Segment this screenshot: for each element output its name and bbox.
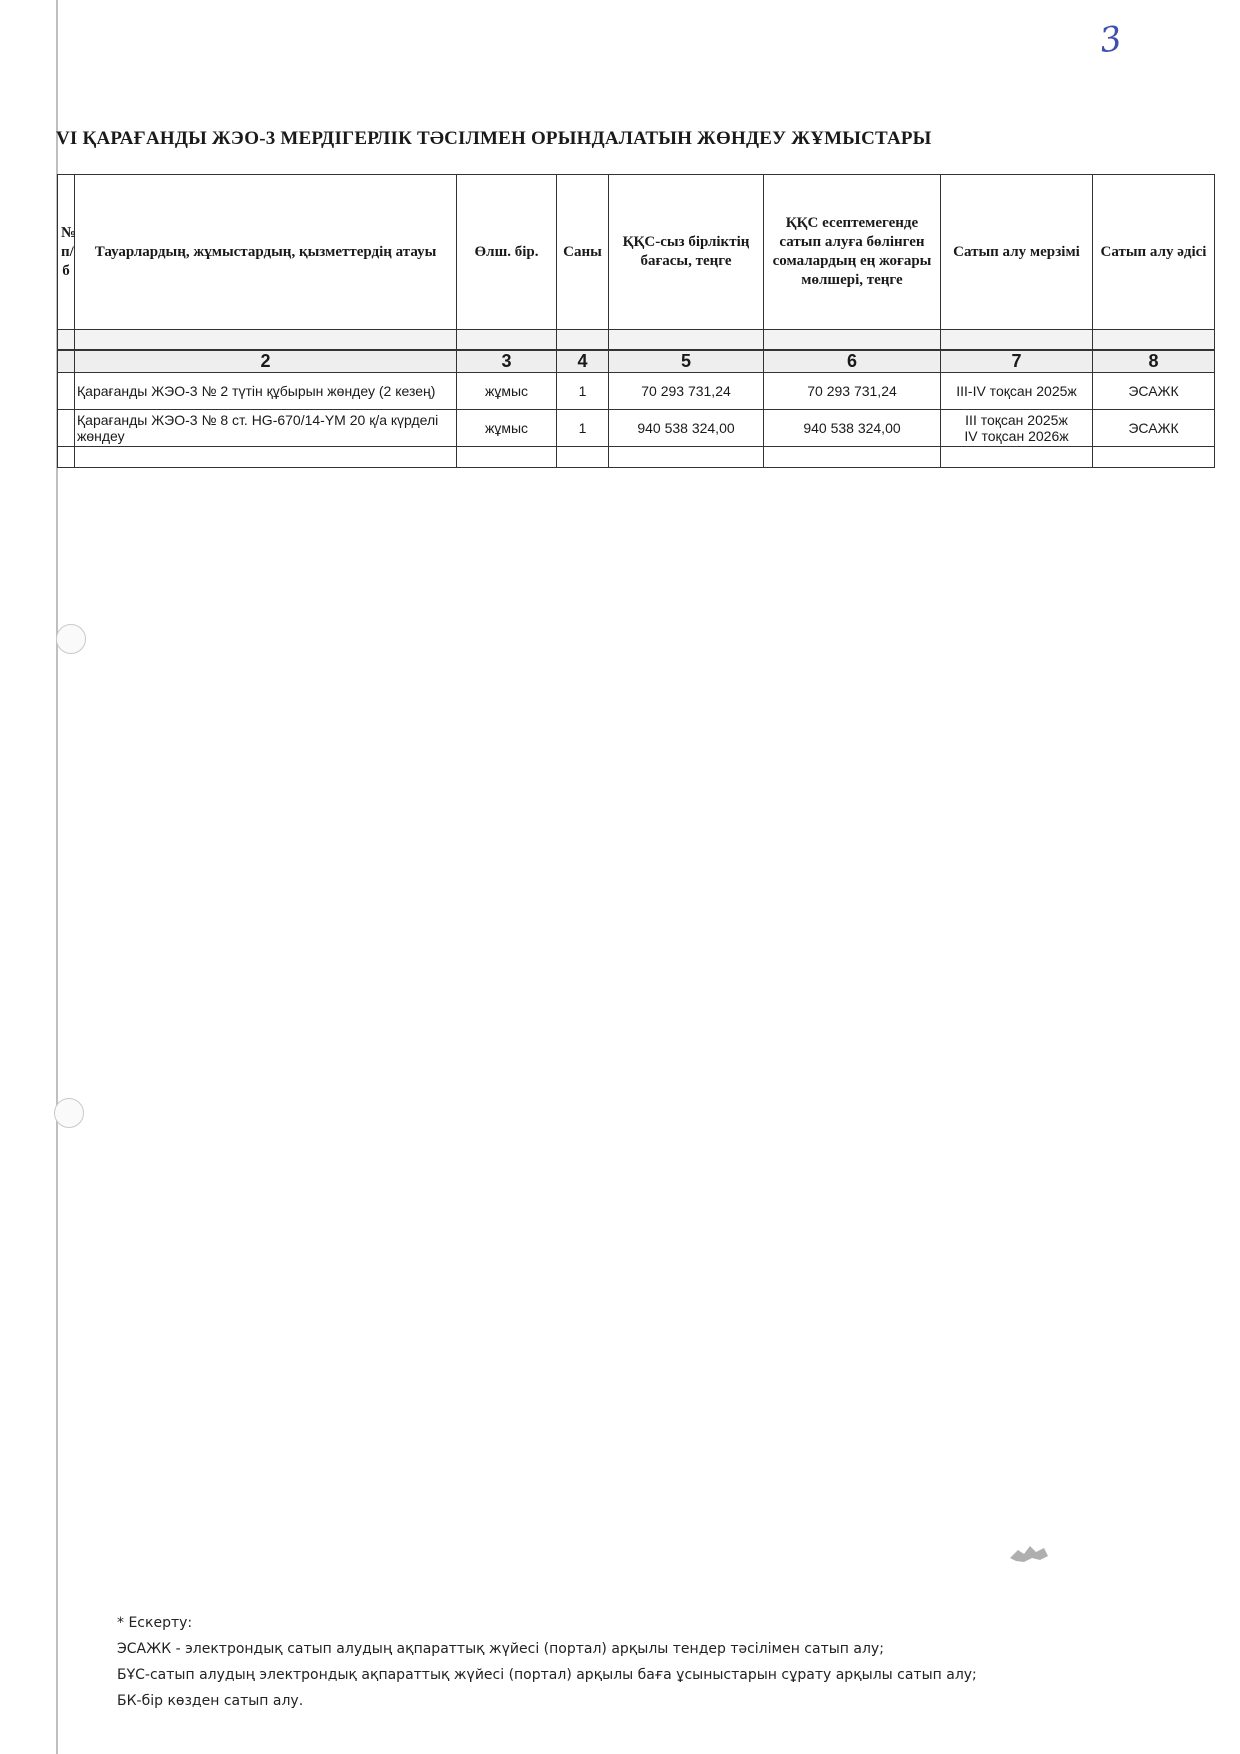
footnote-line: БҰС-сатып алудың электрондық ақпараттық жүйесі (портал) арқылы баға ұсыныстарын сұрату арқылы сатып алу;: [117, 1667, 977, 1683]
footnote-line: ЭСАЖК - электрондық сатып алудың ақпараттық жүйесі (портал) арқылы тендер тәсілімен сатып алу;: [117, 1641, 884, 1657]
row-max-amount: 940 538 324,00: [764, 410, 941, 447]
header-max-amount: ҚҚС есептемегенде сатып алуға бөлінген сомалардың ең жоғары мөлшері, теңге: [764, 175, 941, 330]
header-unit-price: ҚҚС-сыз бірліктің бағасы, теңге: [609, 175, 764, 330]
punch-hole: [54, 1098, 84, 1128]
punch-hole: [56, 624, 86, 654]
row-quantity: 1: [557, 410, 609, 447]
row-period: III тоқсан 2025ж IV тоқсан 2026ж: [941, 410, 1093, 447]
row-unit-price: 940 538 324,00: [609, 410, 764, 447]
header-number: № п/б: [58, 175, 75, 330]
row-quantity: 1: [557, 373, 609, 410]
column-number: [58, 350, 75, 373]
row-period: III-IV тоқсан 2025ж: [941, 373, 1093, 410]
footnote-heading: * Ескерту:: [117, 1615, 193, 1631]
spacer-row: [58, 330, 1215, 351]
row-name: Қарағанды ЖЭО-3 № 2 түтін құбырын жөндеу (2 кезең): [75, 373, 457, 410]
footnote: [117, 1610, 977, 1714]
column-number: 2: [75, 350, 457, 373]
column-number: 7: [941, 350, 1093, 373]
table-row: [58, 410, 1215, 447]
handwritten-page-number: 3: [1097, 18, 1125, 62]
column-number: 4: [557, 350, 609, 373]
row-method: ЭСАЖК: [1093, 373, 1215, 410]
header-method: Сатып алу әдісі: [1093, 175, 1215, 330]
row-unit-price: 70 293 731,24: [609, 373, 764, 410]
ink-smudge: [1006, 1540, 1052, 1566]
header-unit: Өлш. бір.: [457, 175, 557, 330]
header-name: Тауарлардың, жұмыстардың, қызметтердің атауы: [75, 175, 457, 330]
row-max-amount: 70 293 731,24: [764, 373, 941, 410]
column-numbers-row: [58, 350, 1215, 373]
row-number: [58, 410, 75, 447]
column-number: 5: [609, 350, 764, 373]
row-name: Қарағанды ЖЭО-3 № 8 ст. HG-670/14-YM 20 қ/а күрделі жөндеу: [75, 410, 457, 447]
column-number: 6: [764, 350, 941, 373]
empty-row: [58, 447, 1215, 468]
repair-works-table: [57, 174, 1215, 468]
row-method: ЭСАЖК: [1093, 410, 1215, 447]
row-unit: жұмыс: [457, 410, 557, 447]
header-period: Сатып алу мерзімі: [941, 175, 1093, 330]
footnote-line: БК-бір көзден сатып алу.: [117, 1693, 304, 1709]
row-unit: жұмыс: [457, 373, 557, 410]
table-header-row: [58, 175, 1215, 330]
header-quantity: Саны: [557, 175, 609, 330]
column-number: 8: [1093, 350, 1215, 373]
column-number: 3: [457, 350, 557, 373]
table-row: [58, 373, 1215, 410]
row-number: [58, 373, 75, 410]
section-title: VI ҚАРАҒАНДЫ ЖЭО-3 МЕРДІГЕРЛІК ТӘСІЛМЕН ОРЫНДАЛАТЫН ЖӨНДЕУ ЖҰМЫСТАРЫ: [56, 128, 932, 149]
